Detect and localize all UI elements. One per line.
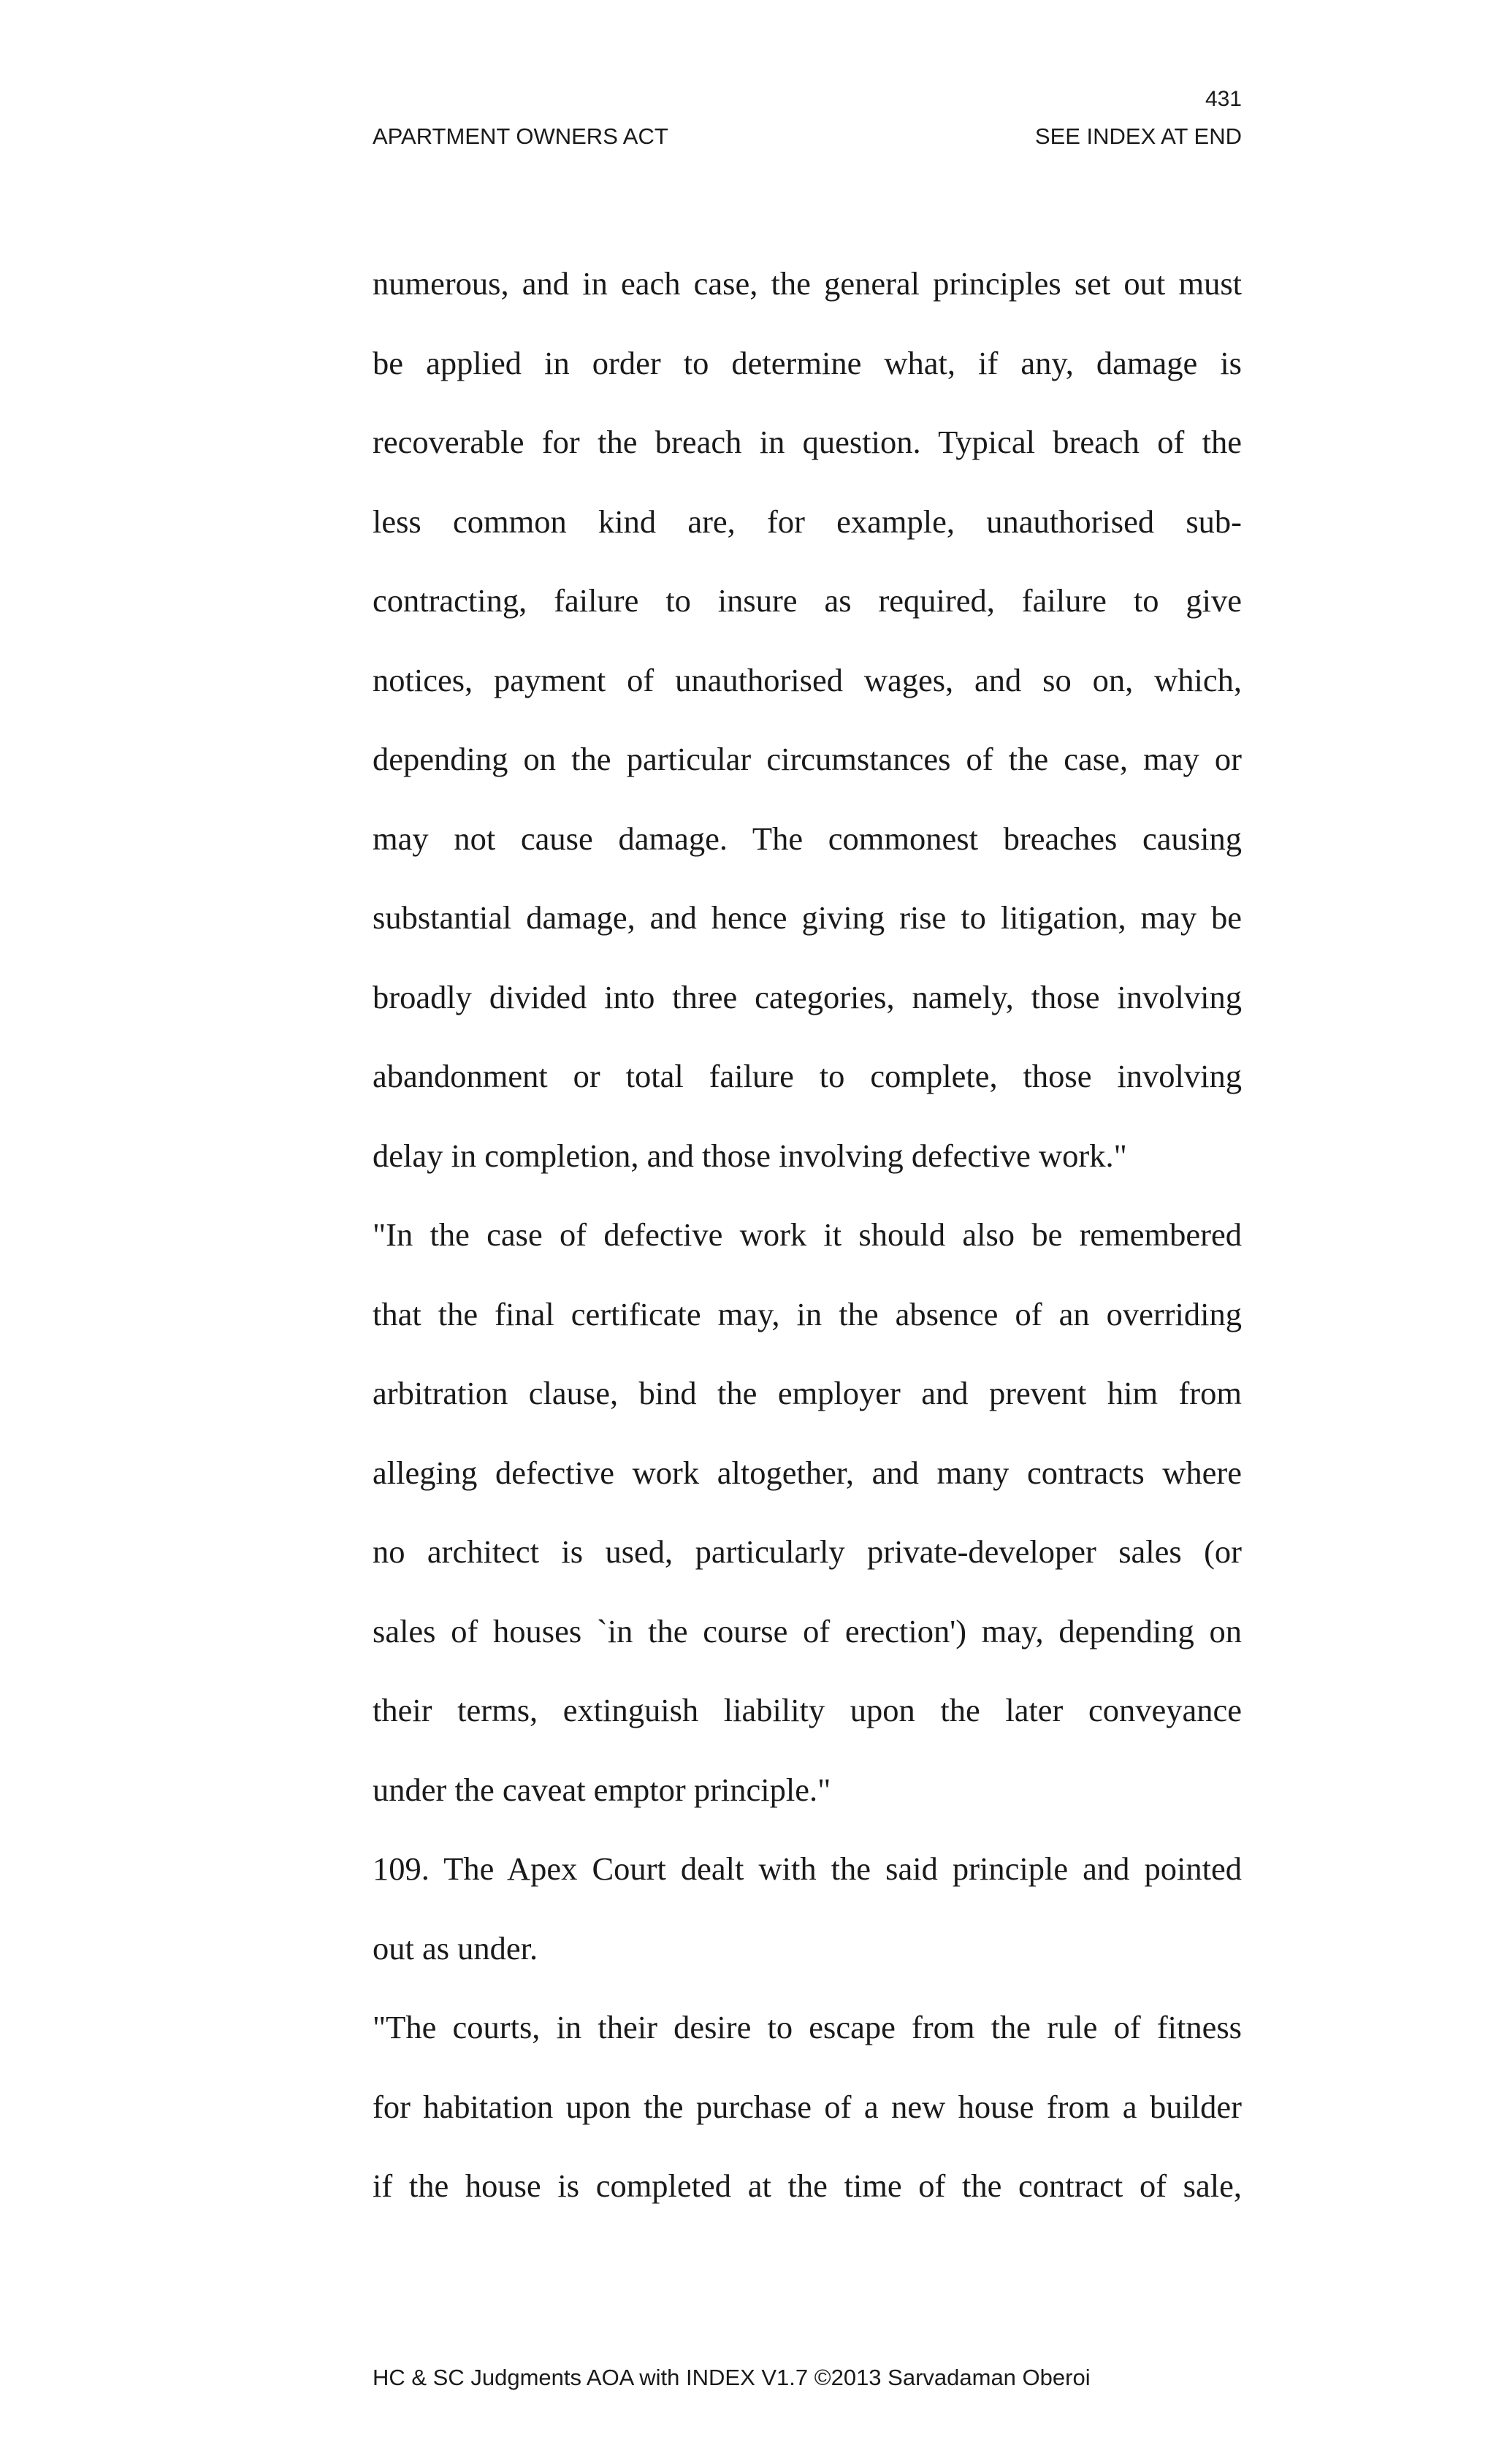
text-line: depending on the particular circumstances of the case, may or [373,741,1242,777]
text-line: abandonment or total failure to complete, those involving [373,1058,1242,1094]
text-line: broadly divided into three categories, namely, those involving [373,978,1242,1015]
text-line: 109. The Apex Court dealt with the said principle and pointed [373,1850,1242,1887]
text-line: "In the case of defective work it should also be remembered [373,1216,1242,1253]
text-line: delay in completion, and those involving defective work." [373,1137,1127,1174]
page-footer: HC & SC Judgments AOA with INDEX V1.7 ©2013 Sarvadaman Oberoi [373,2365,1091,2390]
text-line: notices, payment of unauthorised wages, and so on, which, [373,661,1242,698]
text-line: "The courts, in their desire to escape from the rule of fitness [373,2009,1242,2045]
text-line: no architect is used, particularly private-developer sales (or [373,1533,1242,1570]
header-title: APARTMENT OWNERS ACT [373,123,668,149]
header-index-note: SEE INDEX AT END [1034,123,1242,149]
text-line: may not cause damage. The commonest breaches causing [373,820,1242,857]
text-line: for habitation upon the purchase of a new house from a builder [373,2088,1242,2125]
text-line: recoverable for the breach in question. Typical breach of the [373,424,1242,460]
text-line: that the final certificate may, in the absence of an overriding [373,1295,1242,1332]
text-line: their terms, extinguish liability upon the later conveyance [373,1692,1242,1728]
text-line: numerous, and in each case, the general principles set out must [373,265,1242,302]
text-line: sales of houses `in the course of erection') may, depending on [373,1612,1242,1649]
text-line: alleging defective work altogether, and many contracts where [373,1454,1242,1491]
text-line: under the caveat emptor principle." [373,1771,831,1808]
page-number: 431 [1205,87,1242,111]
judgment-body-text [373,259,1242,2240]
text-line: substantial damage, and hence giving rise to litigation, may be [373,899,1242,936]
text-line: less common kind are, for example, unauthorised sub- [373,503,1242,540]
text-line: contracting, failure to insure as required, failure to give [373,582,1242,619]
text-line: be applied in order to determine what, if any, damage is [373,344,1242,381]
running-header [373,123,1242,150]
text-line: if the house is completed at the time of the contract of sale, [373,2167,1242,2204]
text-line: arbitration clause, bind the employer and prevent him from [373,1375,1242,1411]
text-line: out as under. [373,1929,538,1967]
